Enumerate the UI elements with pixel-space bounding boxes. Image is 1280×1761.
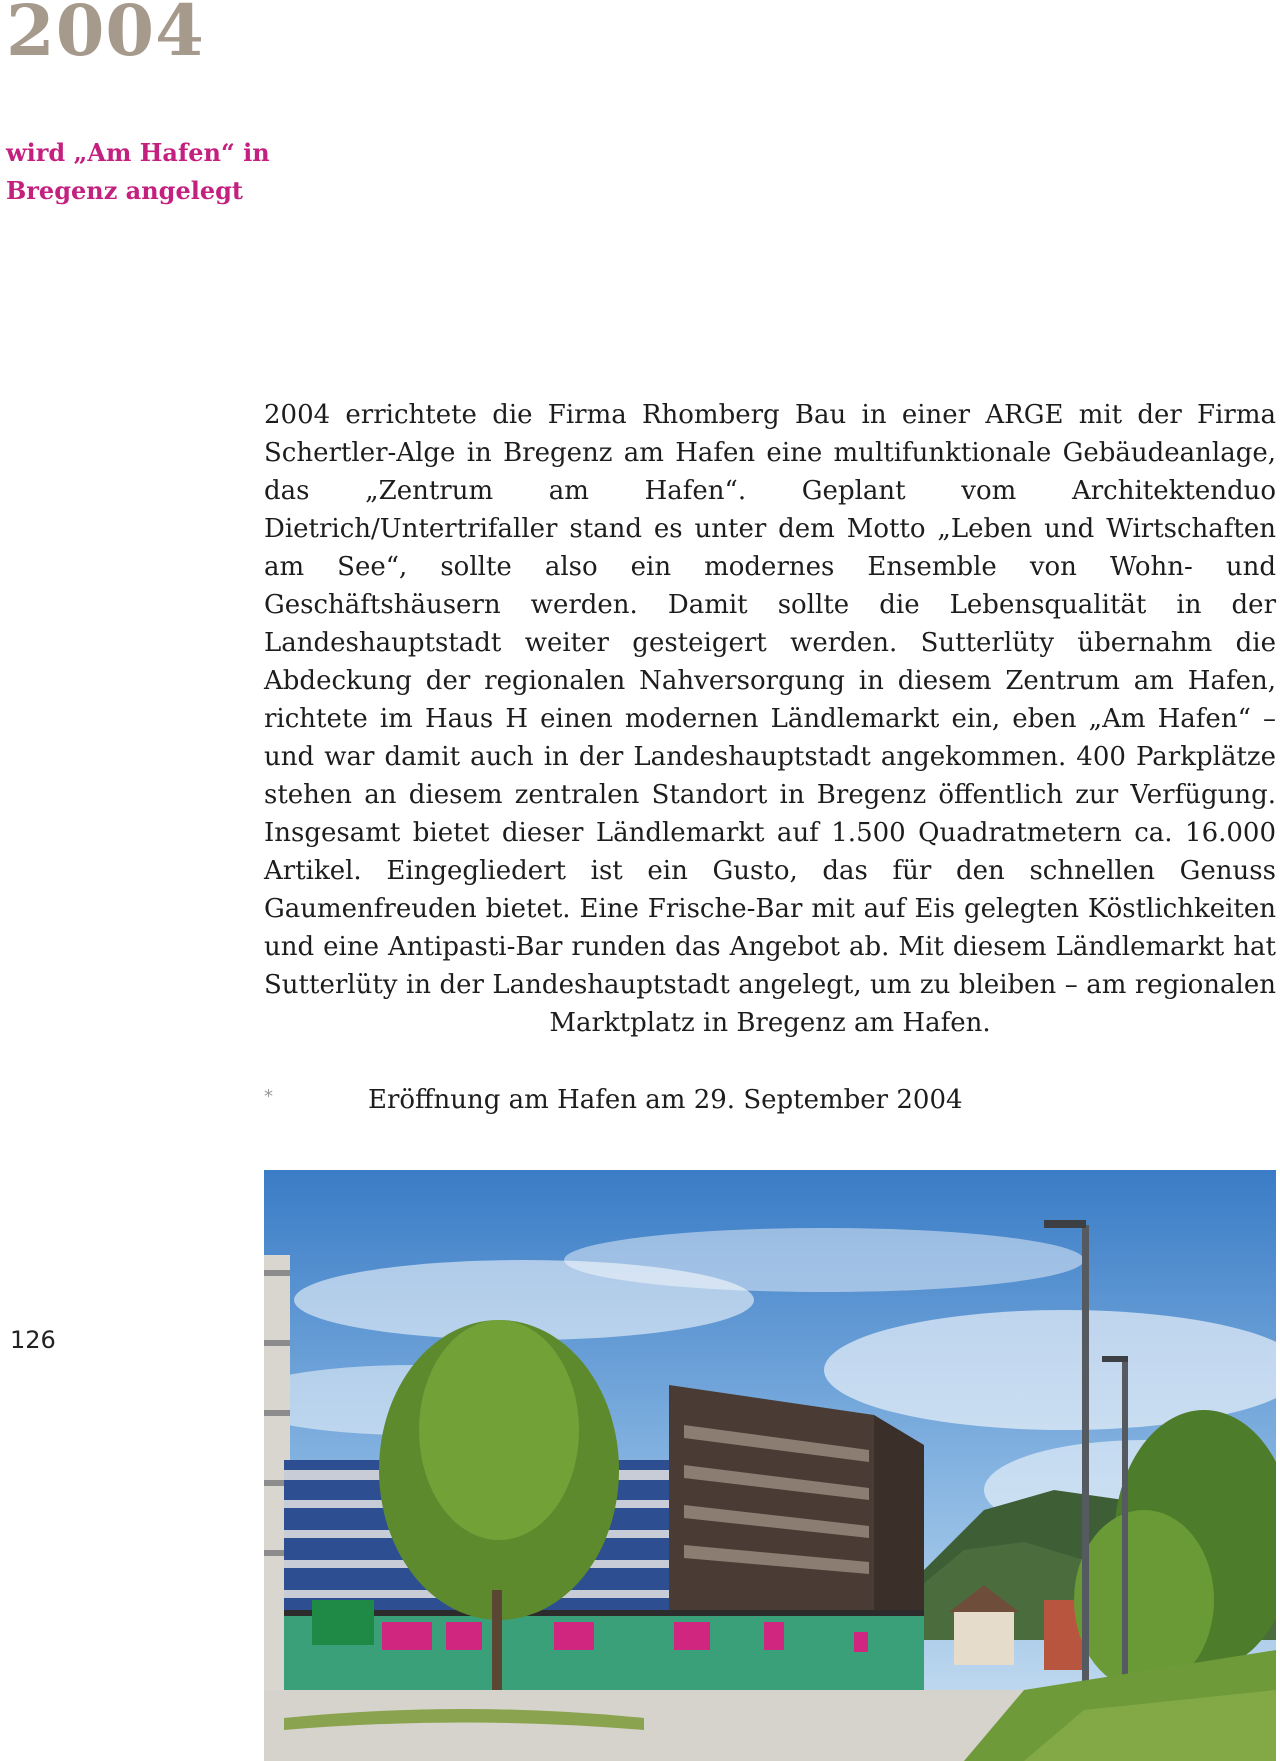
chapter-subtitle: wird „Am Hafen“ in Bregenz angelegt — [6, 138, 270, 205]
caption-text: Eröffnung am Hafen am 29. September 2004 — [368, 1085, 963, 1115]
asterisk-icon: * — [264, 1086, 273, 1107]
caption-row — [264, 1080, 1276, 1120]
photo-building-am-hafen — [264, 1170, 1276, 1761]
body-paragraph: 2004 errichtete die Firma Rhomberg Bau in einer ARGE mit der Firma Schertler-Alge in Bregenz am Hafen eine multifunktionale Gebäudeanlage, das „Zentrum am Hafen“. Geplant vom Architektenduo Dietrich/Untertrifaller stand es unter dem Motto „Leben und Wirtschaften am See“, sollte also ein modernes Ensemble von Wohn- und Geschäftshäusern werden. Damit sollte die Lebensqualität in der Landeshauptstadt weiter gesteigert werden. Sutterlüty übernahm die Abdeckung der regionalen Nahversorgung in diesem Zentrum am Hafen, richtete im Haus H einen modernen Ländlemarkt ein, eben „Am Hafen“ – und war damit auch in der Landeshauptstadt angekommen. 400 Parkplätze stehen an diesem zentralen Standort in Bregenz öffentlich zur Verfügung. Insgesamt bietet dieser Ländlemarkt auf 1.500 Quadratmetern ca. 16.000 Artikel. Eingegliedert ist ein Gusto, das für den schnellen Genuss Gaumenfreuden bietet. Eine Frische-Bar mit auf Eis gelegten Köstlichkeiten und eine Antipasti-Bar runden das Angebot ab. Mit diesem Ländlemarkt hat Sutterlüty in der Landeshauptstadt angelegt, um zu bleiben – am regionalen Marktplatz in Bregenz am Hafen. — [264, 400, 1276, 1038]
year-heading: 2004 — [6, 0, 205, 72]
page-number: 126 — [10, 1326, 56, 1354]
